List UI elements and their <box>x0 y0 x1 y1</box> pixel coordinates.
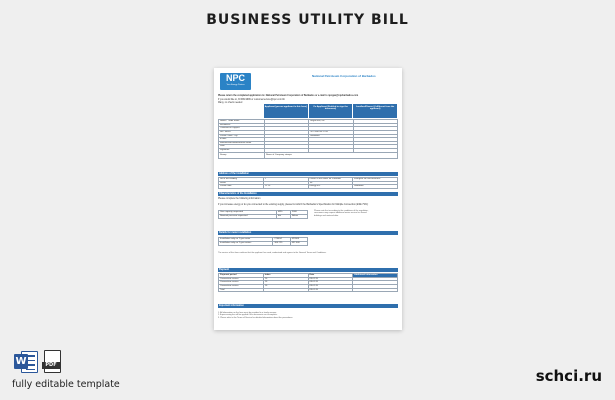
applicant-row-label: Residence <box>219 123 265 127</box>
word-file-label: W <box>15 356 27 367</box>
installation-row <box>219 185 398 189</box>
payment-cell: 09.01.20 <box>308 277 353 281</box>
flow-cell: kWh <box>276 211 290 215</box>
applicant-table <box>218 119 398 159</box>
flow-cell: Gas capacity requested <box>219 211 277 215</box>
applicant-cell: Bright Box, Inc. <box>309 120 353 124</box>
payment-cell: 10 <box>263 277 308 281</box>
payment-cell: 09.01.20 <box>308 281 353 285</box>
column-header: Applicant (person applicant in this form) <box>264 104 309 118</box>
footer-note: 2. A processing fee will be applied if the documents are incomplete. <box>218 314 278 317</box>
section-characteristics: Characteristics of the Installation <box>218 192 398 196</box>
column-header: Co-Applicant (Entitled to sign the document) <box>309 104 354 118</box>
flow-row <box>219 215 308 219</box>
applicant-row-label: No / Street <box>219 130 265 134</box>
stamp-label: Stamp <box>219 152 265 158</box>
meter-table <box>218 237 308 246</box>
applicant-row-label: Identification/Identification name <box>219 141 265 145</box>
installation-cell: Energy Inc. <box>308 185 353 189</box>
payment-cell <box>263 288 308 292</box>
installation-cell: Barbados <box>353 185 398 189</box>
meter-note: The service of this form confirms that the applicant has read, understood and agrees to the General Terms and Conditions. <box>218 252 327 254</box>
applicant-row-label: Name / Trade name <box>219 120 265 124</box>
installation-cell: Tel <box>308 181 353 185</box>
meter-cell: 432 608 <box>290 242 307 246</box>
installation-table <box>218 177 398 189</box>
applicant-row-label: Postal Code / City <box>219 134 265 138</box>
payment-cell: Connection service <box>219 284 264 288</box>
installation-cell: 12 20 <box>263 185 308 189</box>
meter-cell: 270404 <box>273 238 290 242</box>
payment-header: Additional information <box>353 274 398 278</box>
installation-cell: No of the building <box>219 178 264 182</box>
payment-header: Index <box>263 274 308 278</box>
format-icons <box>14 350 62 374</box>
logo-tagline: Your Energy Partner <box>226 84 245 86</box>
organization-name: National Petroleum Corporation of Barbados <box>312 74 376 78</box>
meter-cell: Installation only on 2 gas meters <box>219 242 273 246</box>
applicant-row-label: Commercial support <box>219 127 265 131</box>
section-meter: Details for meter installation <box>218 231 398 235</box>
payment-row <box>219 288 398 292</box>
word-file-icon <box>14 350 38 374</box>
flow-table <box>218 210 308 219</box>
installation-cell: Street <box>219 181 264 185</box>
brand-watermark: schci.ru <box>535 367 602 385</box>
stamp-row <box>219 152 398 158</box>
pdf-file-icon <box>42 350 62 374</box>
payment-table <box>218 273 398 292</box>
pdf-file-label: PDF <box>42 362 60 369</box>
payment-cell: 10 <box>263 284 308 288</box>
applicant-cell: St. Peter BS 1234 <box>309 130 353 134</box>
intro-line: Please return the completed application to: National Petroleum Corporation of Barbados or e-mail to npcgas@npcbarbados.com <box>218 95 359 97</box>
applicant-row-label: Date <box>219 145 265 149</box>
characteristics-intro: Please complete the following information <box>218 198 261 200</box>
payment-cell: Connection service <box>219 281 264 285</box>
installation-cell: 1 <box>263 178 308 182</box>
footer-note: 1. All information on the form must be provided in a timely manner. <box>218 312 277 314</box>
logo-text: NPC <box>225 73 245 83</box>
flow-cell: Below <box>290 215 307 219</box>
flow-cell: bar <box>276 215 290 219</box>
footer-notes <box>218 312 398 319</box>
payment-header: Date <box>308 274 353 278</box>
payment-cell: 09.01.20 <box>308 284 353 288</box>
characteristics-text: If you increase energy or do you connected to the existing supply, please list which the Barbados's Specification for Multiple Connection (ESE 79%): <box>218 204 369 206</box>
applicant-column-headers <box>264 104 398 118</box>
installation-cell: Postal code <box>219 185 264 189</box>
payment-cell <box>353 288 398 292</box>
section-notes: Important information <box>218 304 398 308</box>
meter-row <box>219 242 308 246</box>
applicant-row-label: Signature <box>219 149 265 153</box>
applicant-cell: Barbados <box>309 134 353 138</box>
payment-cell: 09.01.20 <box>308 288 353 292</box>
intro-line: If you would like to, fill 999-9999 or customerservice@npc.com.bb <box>218 98 285 101</box>
column-header: Landlord/Owner (if different from the applicant) <box>353 104 398 118</box>
stamp-value: Name of Company stamps <box>265 152 398 158</box>
template-caption: fully editable template <box>12 379 120 390</box>
section-payment: Payment <box>218 268 398 272</box>
meter-cell: 360 225 <box>273 242 290 246</box>
meter-cell: Installation only on 1 gas meter <box>219 238 273 242</box>
payment-header: Payment period <box>219 274 264 278</box>
npc-logo <box>220 73 251 90</box>
intro-line: Many, no check needed <box>218 102 243 105</box>
flow-note: Please note that according to the conditions of the regulation, consumers may request additional meter service for shared buildings and metered data. <box>314 210 369 217</box>
flow-cell: 5000 <box>290 211 307 215</box>
footer-note: 3. Please refer to the Terms of Service for detailed information about the procedures. <box>218 316 293 319</box>
flow-cell: Nominal pressure requested <box>219 215 277 219</box>
bill-document-preview <box>214 68 402 330</box>
meter-cell: 422608 <box>290 238 307 242</box>
installation-cell: Energetic de LA Reference <box>353 178 398 182</box>
payment-cell: Total <box>219 288 264 292</box>
page-title: BUSINESS UTILITY BILL <box>206 12 409 28</box>
payment-cell: 10 <box>263 281 308 285</box>
payment-cell: Connection service <box>219 277 264 281</box>
section-installation: Address of the installation <box>218 172 398 176</box>
installation-cell: Owner of the meter for customer <box>308 178 353 182</box>
applicant-row-label: E-mail <box>219 138 265 142</box>
